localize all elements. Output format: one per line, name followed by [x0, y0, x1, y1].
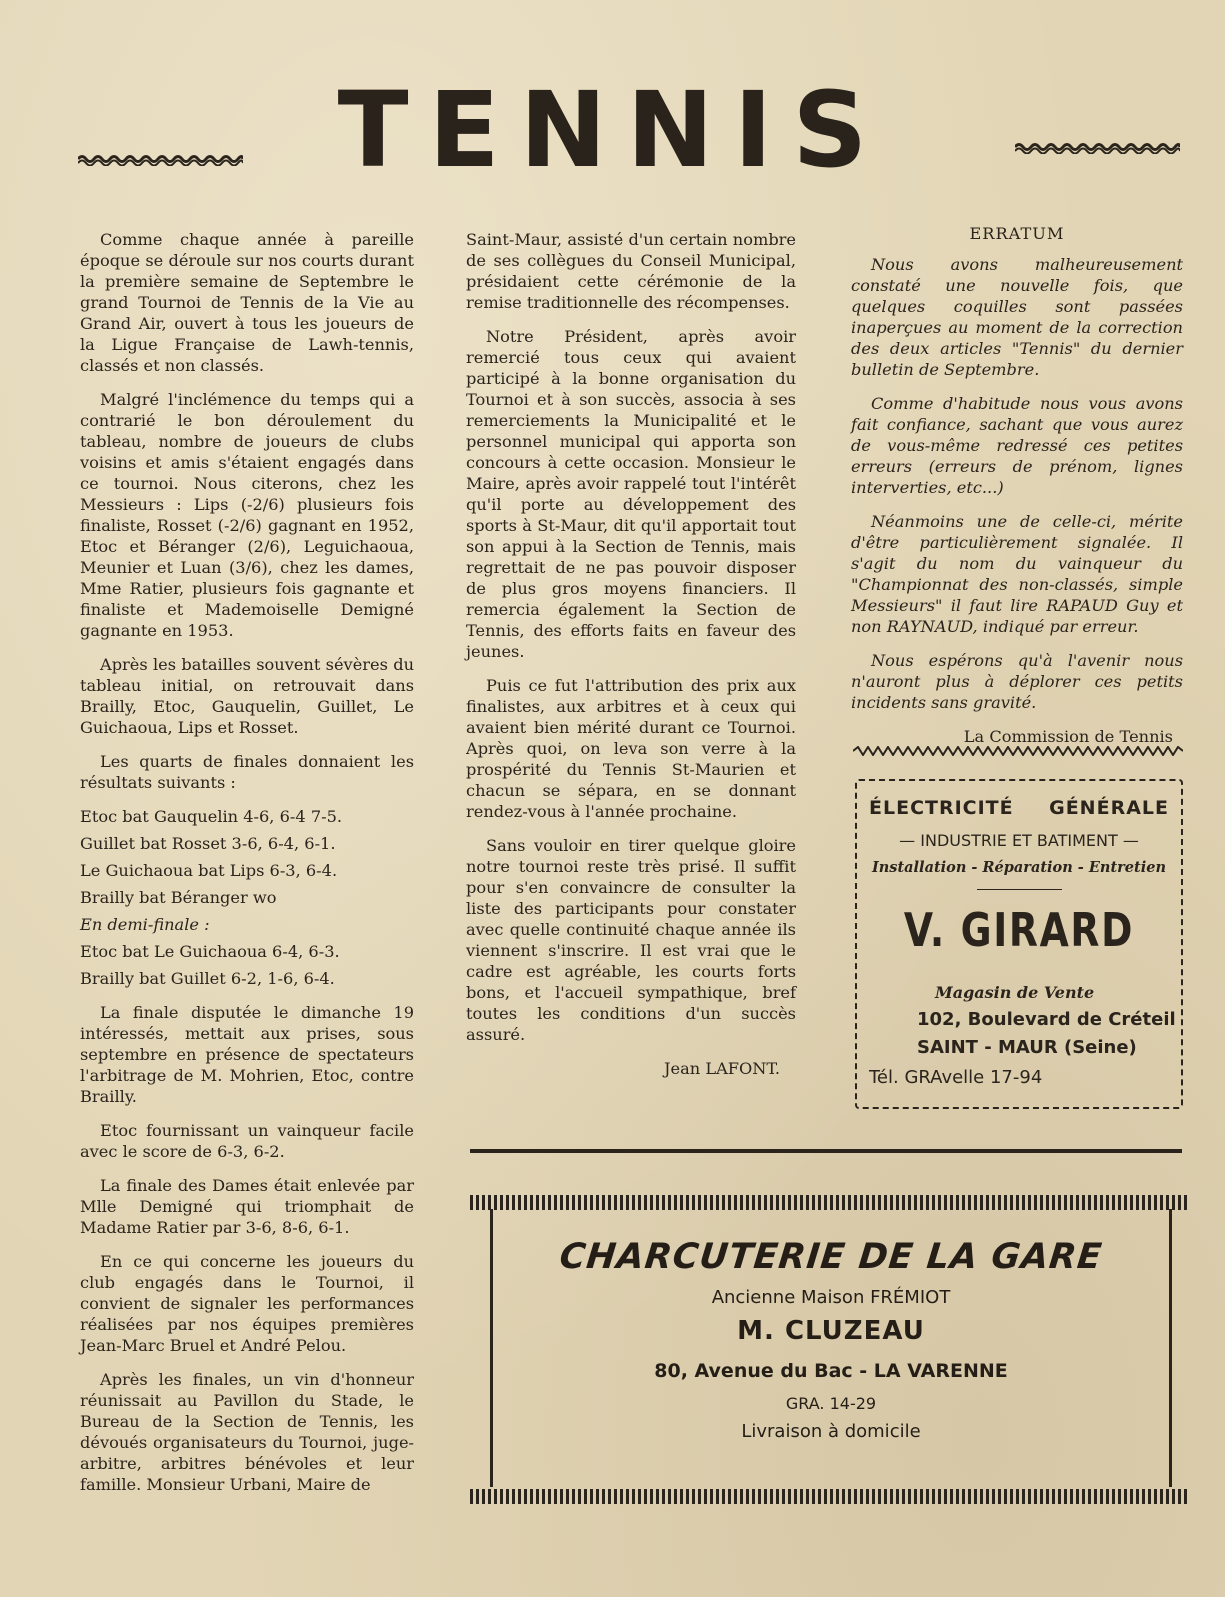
paragraph: Comme chaque année à pareille époque se déroule sur nos courts durant la première semaine de Septembre le grand Tournoi de Tennis de la Vie au Grand Air, ouvert à tous les joueurs de la Ligue Française de Lawh-tennis, classés et non classés.	[80, 230, 414, 375]
left-wave-ornament	[78, 152, 243, 166]
paragraph: Néanmoins une de celle-ci, mérite d'être particulièrement signalée. Il s'agit du nom du vainqueur du "Championnat des non-classés, simple Messieurs" il faut lire RAPAUD Guy et non RAYNAUD, indiqué par erreur.	[851, 512, 1183, 636]
paragraph: En ce qui concerne les joueurs du club engagés dans le Tournoi, il convient de signaler les performances réalisées par nos équipes premières Jean-Marc Bruel et André Pelou.	[80, 1252, 414, 1355]
ad-address: 102, Boulevard de Créteil	[917, 1009, 1176, 1030]
paragraph: Nous avons malheureusement constaté une nouvelle fois, que quelques coquilles sont passées inaperçues au moment de la correction des deux articles "Tennis" du dernier bulletin de Septembre.	[851, 255, 1183, 379]
ad-city: SAINT - MAUR (Seine)	[917, 1037, 1137, 1058]
paragraph: Malgré l'inclémence du temps qui a contrarié le bon déroulement du tableau, nombre de joueurs de clubs voisins et amis s'étaient engagés dans ce tournoi. Nous citerons, chez les Messieurs : Lips (-2/6) plusieurs fois finaliste, Rosset (-2/6) gagnant en 1952, Etoc et Béranger (2/6), Leguichaoua, Meunier et Luan (3/6), chez les dames, Mme Ratier, plusieurs fois gagnante et finaliste et Mademoiselle Demigné gagnante en 1953.	[80, 390, 414, 640]
paragraph: Nous espérons qu'à l'avenir nous n'auront plus à déplorer ces petits incidents sans gravité.	[851, 651, 1183, 712]
result-line: Guillet bat Rosset 3-6, 6-4, 6-1.	[80, 834, 336, 853]
result-line: Brailly bat Béranger wo	[80, 888, 277, 907]
ad-line-electricite: ÉLECTRICITÉ	[869, 797, 1014, 819]
advertiser-name: V. GIRARD	[903, 903, 1135, 957]
horizontal-rule	[470, 1149, 1182, 1153]
article-column-1	[80, 229, 414, 1508]
result-line: Le Guichaoua bat Lips 6-3, 6-4.	[80, 861, 338, 880]
paragraph: Comme d'habitude nous vous avons fait confiance, sachant que vous aurez de vous-même redressé ces petites erreurs (erreurs de prénom, lignes interverties, etc...)	[851, 394, 1183, 497]
ad-magasin: Magasin de Vente	[935, 983, 1095, 1002]
erratum-column	[851, 223, 1183, 760]
ad-bottom-border	[470, 1489, 1188, 1504]
paragraph: Après les batailles souvent sévères du tableau initial, on retrouvait dans Brailly, Etoc, Gauquelin, Guillet, Le Guichaoua, Lips et Rosset.	[80, 655, 414, 737]
girard-advertisement	[855, 779, 1183, 1109]
page-title: TENNIS	[337, 69, 888, 191]
result-line: Etoc bat Gauquelin 4-6, 6-4 7-5.	[80, 807, 343, 826]
paragraph: Sans vouloir en tirer quelque gloire notre tournoi reste très prisé. Il suffit pour s'en convaincre de consulter la liste des participants pour constater avec quelle continuité chaque année ils viennent s'inscrire. Il est vrai que le cadre est agréable, les courts forts bons, et l'accueil sympathique, bref toutes les conditions d'un succès assuré.	[466, 836, 796, 1044]
paragraph: La finale disputée le dimanche 19 intéressés, mettait aux prises, sous septembre en présence de spectateurs l'arbitrage de M. Mohrien, Etoc, contre Brailly.	[80, 1003, 414, 1106]
article-column-2	[466, 229, 796, 1092]
ad-phone: GRA. 14-29	[785, 1394, 877, 1413]
ad-phone: Tél. GRAvelle 17-94	[869, 1067, 1043, 1088]
signature: Jean LAFONT.	[664, 1059, 780, 1078]
paragraph: Après les finales, un vin d'honneur réunissait au Pavillon du Stade, le Bureau de la Section de Tennis, les dévoués organisateurs du Tournoi, juge-arbitre, arbitres bénévoles et leur famille. Monsieur Urbani, Maire de	[80, 1370, 414, 1494]
paragraph: Etoc fournissant un vainqueur facile avec le score de 6-3, 6-2.	[80, 1121, 414, 1161]
ad-address: 80, Avenue du Bac - LA VARENNE	[654, 1360, 1008, 1382]
erratum-heading: ERRATUM	[969, 224, 1065, 243]
ad-line-services: Installation - Réparation - Entretien	[871, 859, 1167, 876]
charcuterie-advertisement	[490, 1209, 1172, 1442]
ad-owner: M. CLUZEAU	[737, 1316, 925, 1346]
ad-line-generale: GÉNÉRALE	[1049, 797, 1169, 819]
zigzag-divider	[853, 746, 1183, 756]
paragraph: Saint-Maur, assisté d'un certain nombre de ses collègues du Conseil Municipal, présidaient cette cérémonie de la remise traditionnelle des récompenses.	[466, 230, 796, 312]
ad-line-industrie: — INDUSTRIE ET BATIMENT —	[899, 831, 1139, 850]
right-wave-ornament	[1015, 140, 1180, 154]
semi-final-heading: En demi-finale :	[80, 915, 210, 934]
ad-subtitle: Ancienne Maison FRÉMIOT	[711, 1287, 951, 1308]
ad-title: CHARCUTERIE DE LA GARE	[557, 1237, 1105, 1277]
short-divider	[977, 889, 1062, 890]
paragraph: Les quarts de finales donnaient les résultats suivants :	[80, 752, 414, 792]
paragraph: La finale des Dames était enlevée par Mlle Demigné qui triomphait de Madame Ratier par 3-6, 8-6, 6-1.	[80, 1176, 414, 1237]
ad-top-border	[470, 1195, 1188, 1210]
paragraph: Notre Président, après avoir remercié tous ceux qui avaient participé à la bonne organisation du Tournoi et à son succès, associa à ses remerciements la Municipalité et le personnel municipal qui apporta son concours à cette occasion. Monsieur le Maire, après avoir rappelé tout l'intérêt qu'il porte au développement des sports à St-Maur, dit qu'il apportait tout son appui à la Section de Tennis, mais regrettait de ne pas pouvoir disposer de plus gros moyens financiers. Il remercia également la Section de Tennis, des efforts faits en faveur des jeunes.	[466, 327, 796, 661]
result-line: Brailly bat Guillet 6-2, 1-6, 6-4.	[80, 969, 335, 988]
ad-delivery: Livraison à domicile	[741, 1421, 921, 1442]
result-line: Etoc bat Le Guichaoua 6-4, 6-3.	[80, 942, 340, 961]
signature: La Commission de Tennis	[963, 727, 1173, 746]
paragraph: Puis ce fut l'attribution des prix aux finalistes, aux arbitres et à ceux qui avaient bien mérité durant ce Tournoi. Après quoi, on leva son verre à la prospérité du Tennis St-Maurien et chacun se sépara, en se donnant rendez-vous à l'année prochaine.	[466, 676, 796, 821]
